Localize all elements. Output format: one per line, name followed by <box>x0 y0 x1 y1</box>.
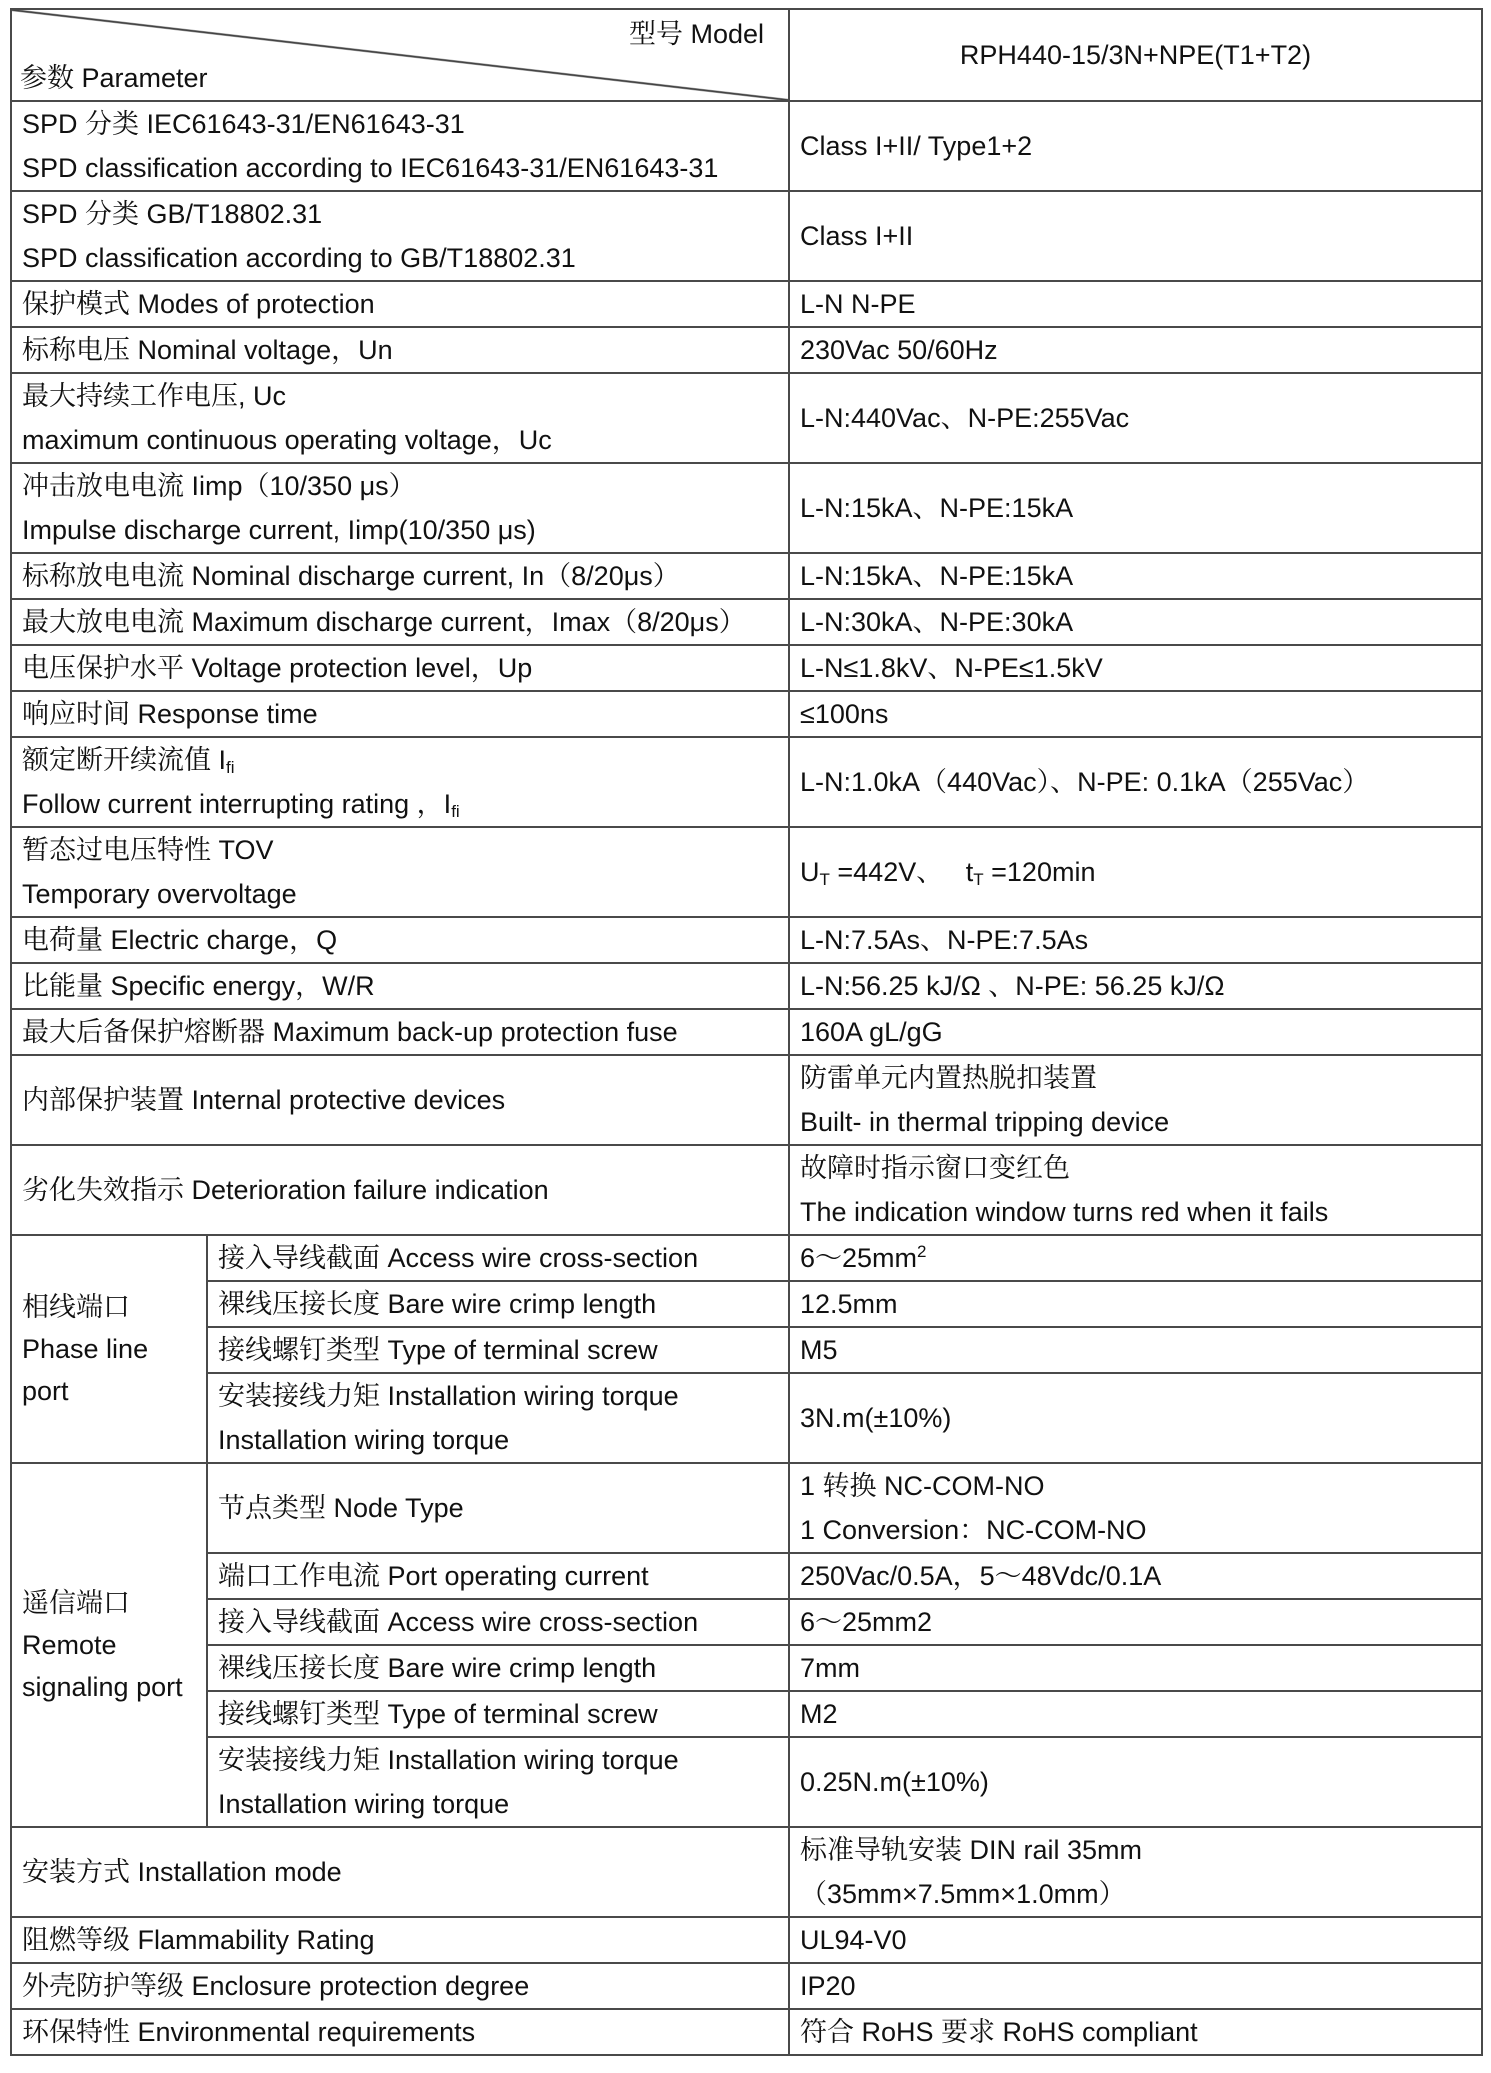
cell-line: 保护模式 Modes of protection <box>22 289 375 319</box>
table-row <box>11 1463 1482 1553</box>
cell-line: 符合 RoHS 要求 RoHS compliant <box>800 2017 1198 2047</box>
cell-line: 安装接线力矩 Installation wiring torque <box>218 1381 679 1411</box>
value-cell <box>789 645 1482 691</box>
value-cell <box>789 1827 1482 1917</box>
header-model-value: RPH440-15/3N+NPE(T1+T2) <box>789 9 1482 101</box>
header-model-label: 型号 Model <box>628 19 764 49</box>
cell-line: L-N:7.5As、N-PE:7.5As <box>800 925 1089 955</box>
table-row <box>11 1737 1482 1827</box>
value-cell <box>789 373 1482 463</box>
table-row <box>11 1963 1482 2009</box>
cell-line: L-N:30kA、N-PE:30kA <box>800 607 1074 637</box>
table-row <box>11 963 1482 1009</box>
tov-u: U <box>800 857 820 887</box>
value-cell <box>789 1235 1482 1281</box>
subscript: fi <box>451 802 460 821</box>
cell-line: 250Vac/0.5A，5～48Vdc/0.1A <box>800 1561 1162 1591</box>
cell-line: Impulse discharge current, Iimp(10/350 μs) <box>22 515 536 545</box>
cell-line: signaling port <box>22 1672 183 1702</box>
table-row <box>11 691 1482 737</box>
value-cell <box>789 827 1482 917</box>
value-cell <box>789 281 1482 327</box>
parameter-cell <box>11 1145 789 1235</box>
parameter-cell <box>11 691 789 737</box>
value-cell <box>789 1737 1482 1827</box>
table-row <box>11 373 1482 463</box>
cell-line: SPD classification according to GB/T18802.31 <box>22 243 576 273</box>
parameter-cell <box>11 963 789 1009</box>
cell-line: 比能量 Specific energy，W/R <box>22 971 375 1001</box>
tov-t: t <box>965 857 974 887</box>
parameter-cell <box>207 1737 789 1827</box>
parameter-cell <box>11 373 789 463</box>
table-row <box>11 1281 1482 1327</box>
cell-line: 160A gL/gG <box>800 1017 943 1047</box>
table-row <box>11 553 1482 599</box>
cell-line: 阻燃等级 Flammability Rating <box>22 1925 375 1955</box>
table-row <box>11 1599 1482 1645</box>
cell-line: 6～25mm <box>800 1243 918 1273</box>
parameter-cell <box>11 599 789 645</box>
cell-line: L-N:56.25 kJ/Ω 、N-PE: 56.25 kJ/Ω <box>800 971 1225 1001</box>
cell-line: Temporary overvoltage <box>22 879 297 909</box>
cell-line: 1 Conversion：NC-COM-NO <box>800 1515 1147 1545</box>
table-row <box>11 1553 1482 1599</box>
cell-line: 劣化失效指示 Deterioration failure indication <box>22 1175 549 1205</box>
parameter-cell <box>11 827 789 917</box>
parameter-cell <box>11 737 789 827</box>
table-row <box>11 2009 1482 2055</box>
parameter-cell <box>11 553 789 599</box>
value-cell <box>789 599 1482 645</box>
value-cell <box>789 917 1482 963</box>
table-row <box>11 1235 1482 1281</box>
parameter-cell <box>207 1691 789 1737</box>
superscript: 2 <box>917 1242 927 1261</box>
cell-line: 裸线压接长度 Bare wire crimp length <box>218 1653 657 1683</box>
cell-line: Installation wiring torque <box>218 1789 510 1819</box>
cell-line: 安装接线力矩 Installation wiring torque <box>218 1745 679 1775</box>
cell-line: L-N:440Vac、N-PE:255Vac <box>800 403 1130 433</box>
cell-line: 冲击放电电流 Iimp（10/350 μs） <box>22 471 416 501</box>
cell-line: 最大放电电流 Maximum discharge current，Imax（8/20μs） <box>22 607 746 637</box>
cell-line: ≤100ns <box>800 699 889 729</box>
cell-line: （35mm×7.5mm×1.0mm） <box>800 1879 1126 1909</box>
value-cell <box>789 101 1482 191</box>
cell-line: Built- in thermal tripping device <box>800 1107 1170 1137</box>
value-cell <box>789 553 1482 599</box>
table-row <box>11 917 1482 963</box>
cell-line: SPD 分类 GB/T18802.31 <box>22 199 323 229</box>
cell-line: The indication window turns red when it fails <box>800 1197 1329 1227</box>
parameter-cell <box>207 1553 789 1599</box>
table-row <box>11 1645 1482 1691</box>
table-row <box>11 737 1482 827</box>
cell-line: 防雷单元内置热脱扣装置 <box>800 1063 1097 1093</box>
parameter-cell <box>11 1055 789 1145</box>
cell-line: L-N:15kA、N-PE:15kA <box>800 561 1074 591</box>
spec-table <box>10 8 1483 2056</box>
parameter-cell <box>207 1327 789 1373</box>
tov-u-sub: T <box>819 870 830 889</box>
cell-line: 接线螺钉类型 Type of terminal screw <box>218 1335 658 1365</box>
cell-line: Class I+II <box>800 221 914 251</box>
cell-line: 最大后备保护熔断器 Maximum back-up protection fuse <box>22 1017 678 1047</box>
value-cell <box>789 1645 1482 1691</box>
cell-line: UL94-V0 <box>800 1925 907 1955</box>
parameter-cell <box>207 1463 789 1553</box>
value-cell <box>789 1009 1482 1055</box>
value-cell <box>789 1691 1482 1737</box>
spec-table-body <box>11 9 1482 2055</box>
parameter-cell <box>11 281 789 327</box>
value-cell <box>789 1917 1482 1963</box>
cell-line: 响应时间 Response time <box>22 699 318 729</box>
table-row <box>11 327 1482 373</box>
value-cell <box>789 1373 1482 1463</box>
table-row <box>11 1145 1482 1235</box>
value-cell <box>789 1599 1482 1645</box>
cell-line: 接入导线截面 Access wire cross-section <box>218 1243 699 1273</box>
table-row <box>11 827 1482 917</box>
value-cell <box>789 463 1482 553</box>
value-cell <box>789 1463 1482 1553</box>
cell-line: 最大持续工作电压, Uc <box>22 381 287 411</box>
parameter-cell <box>207 1373 789 1463</box>
cell-line: Follow current interrupting rating ，$I_{fi}$ <box>22 789 460 821</box>
cell-line: M2 <box>800 1699 838 1729</box>
cell-line: SPD 分类 IEC61643-31/EN61643-31 <box>22 109 465 139</box>
value-cell <box>789 691 1482 737</box>
cell-line: 节点类型 Node Type <box>218 1493 464 1523</box>
parameter-cell <box>11 1917 789 1963</box>
cell-line: maximum continuous operating voltage，Uc <box>22 425 552 455</box>
cell-line: 12.5mm <box>800 1289 898 1319</box>
cell-line: SPD classification according to IEC61643-31/EN61643-31 <box>22 153 719 183</box>
parameter-cell <box>11 327 789 373</box>
cell-line: 遥信端口 <box>22 1588 130 1618</box>
cell-line: 安装方式 Installation mode <box>22 1857 342 1887</box>
cell-line: Phase line <box>22 1334 149 1364</box>
cell-line: port <box>22 1376 69 1406</box>
value-cell <box>789 1145 1482 1235</box>
header-parameter-cell <box>11 9 789 101</box>
cell-line: L-N:1.0kA（440Vac）、N-PE: 0.1kA（255Vac） <box>800 767 1370 797</box>
value-cell <box>789 737 1482 827</box>
remote-group-label <box>11 1463 207 1827</box>
cell-line: Installation wiring torque <box>218 1425 510 1455</box>
parameter-cell <box>11 101 789 191</box>
cell-line: 1 转换 NC-COM-NO <box>800 1471 1045 1501</box>
cell-line: 暂态过电压特性 TOV <box>22 835 274 865</box>
table-row <box>11 645 1482 691</box>
value-cell <box>789 2009 1482 2055</box>
parameter-cell <box>207 1599 789 1645</box>
table-row <box>11 101 1482 191</box>
header-parameter-label: 参数 Parameter <box>20 63 208 93</box>
cell-line: L-N≤1.8kV、N-PE≤1.5kV <box>800 653 1103 683</box>
cell-line: 接入导线截面 Access wire cross-section <box>218 1607 699 1637</box>
value-cell <box>789 1553 1482 1599</box>
table-row <box>11 191 1482 281</box>
cell-line: 标准导轨安装 DIN rail 35mm <box>800 1835 1143 1865</box>
value-cell <box>789 327 1482 373</box>
parameter-cell <box>11 1963 789 2009</box>
cell-line: 端口工作电流 Port operating current <box>218 1561 649 1591</box>
cell-line: Remote <box>22 1630 117 1660</box>
value-cell <box>789 1963 1482 2009</box>
cell-line: 电荷量 Electric charge，Q <box>22 925 338 955</box>
tov-u-val: =442V、 <box>829 857 966 887</box>
cell-line: 环保特性 Environmental requirements <box>22 2017 476 2047</box>
table-row <box>11 463 1482 553</box>
parameter-cell <box>207 1281 789 1327</box>
header-row <box>11 9 1482 101</box>
cell-line: 额定断开续流值 $I_{fi}$ <box>22 745 235 777</box>
table-row <box>11 281 1482 327</box>
parameter-cell <box>11 645 789 691</box>
parameter-cell <box>11 1827 789 1917</box>
tov-t-val: =120min <box>983 857 1096 887</box>
cell-line: M5 <box>800 1335 838 1365</box>
cell-line: 标称电压 Nominal voltage，Un <box>22 335 393 365</box>
table-row <box>11 1373 1482 1463</box>
subscript: fi <box>226 758 235 777</box>
table-row <box>11 599 1482 645</box>
parameter-cell <box>11 463 789 553</box>
value-cell <box>789 963 1482 1009</box>
table-row <box>11 1691 1482 1737</box>
cell-line: 裸线压接长度 Bare wire crimp length <box>218 1289 657 1319</box>
cell-line: 230Vac 50/60Hz <box>800 335 998 365</box>
cell-line: 0.25N.m(±10%) <box>800 1767 989 1797</box>
table-row <box>11 1917 1482 1963</box>
cell-line: L-N:15kA、N-PE:15kA <box>800 493 1074 523</box>
parameter-cell <box>207 1235 789 1281</box>
table-row <box>11 1827 1482 1917</box>
parameter-cell <box>207 1645 789 1691</box>
cell-line: 外壳防护等级 Enclosure protection degree <box>22 1971 530 2001</box>
phase-group-label <box>11 1235 207 1463</box>
parameter-cell <box>11 2009 789 2055</box>
cell-line: 接线螺钉类型 Type of terminal screw <box>218 1699 658 1729</box>
parameter-cell <box>11 917 789 963</box>
cell-line: 7mm <box>800 1653 860 1683</box>
table-row <box>11 1009 1482 1055</box>
parameter-cell <box>11 191 789 281</box>
parameter-cell <box>11 1009 789 1055</box>
cell-line: 6～25mm2 <box>800 1607 933 1637</box>
cell-line: 电压保护水平 Voltage protection level，Up <box>22 653 533 683</box>
cell-line: L-N N-PE <box>800 289 916 319</box>
table-row <box>11 1327 1482 1373</box>
cell-line: IP20 <box>800 1971 856 2001</box>
cell-line: Class I+II/ Type1+2 <box>800 131 1033 161</box>
cell-line: 相线端口 <box>22 1292 130 1322</box>
cell-line: 3N.m(±10%) <box>800 1403 952 1433</box>
value-cell <box>789 1281 1482 1327</box>
value-cell <box>789 1055 1482 1145</box>
table-row <box>11 1055 1482 1145</box>
value-cell <box>789 1327 1482 1373</box>
cell-line: 内部保护装置 Internal protective devices <box>22 1085 506 1115</box>
cell-line: 标称放电电流 Nominal discharge current, In（8/20μs） <box>22 561 680 591</box>
tov-t-sub: T <box>973 870 984 889</box>
cell-line: 故障时指示窗口变红色 <box>800 1153 1070 1183</box>
value-cell <box>789 191 1482 281</box>
